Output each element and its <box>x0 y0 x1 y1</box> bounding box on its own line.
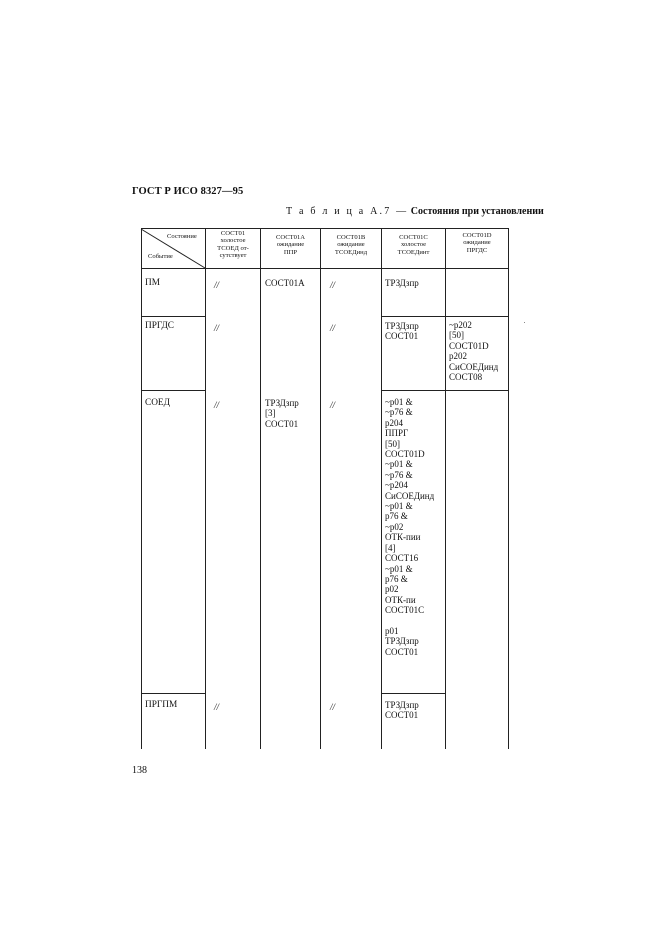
caption-title: Состояния при установлении <box>410 206 544 217</box>
cell-soed-sost01b: // <box>330 400 336 410</box>
cell-prgds-sost01b: // <box>330 323 336 333</box>
cell-prgds-sost01: // <box>214 323 220 333</box>
column-header-sost01c: СОСТ01С холостое ТСОЕДинт <box>397 234 430 256</box>
cell-prgpm-sost01: // <box>214 702 220 712</box>
cell-pm-sost01: // <box>214 280 220 290</box>
caption-prefix: Т а б л и ц а А.7 — <box>286 206 409 217</box>
cell-soed-sost01: // <box>214 400 220 410</box>
row-event-pm: ПМ <box>145 278 160 288</box>
column-header-sost01: СОСТ01 холостое ТСОЕД от- сутствует <box>217 230 249 259</box>
corner-event-label: Событие <box>148 253 173 260</box>
cell-prgpm-sost01c: ТРЗДзпр СОСТ01 <box>385 700 419 721</box>
column-header-sost01d: СОСТ01D ожидание ПРГДС <box>462 232 492 254</box>
corner-state-label: Состояние <box>167 233 197 240</box>
row-event-soed: СОЕД <box>145 398 170 408</box>
cell-prgds-sost01c: ТРЗДзпр СОСТ01 <box>385 321 419 342</box>
cell-pm-sost01b: // <box>330 280 336 290</box>
cell-soed-sost01c: ~р01 & ~р76 & р204 ППРГ [50] СОСТ01D ~р01 & ~р76 & ~р204 СиСОЕДинд ~р01 & р76 & ~р02 ОТК-пии [4] СОСТ16 ~р01 & р76 & р02 ОТК-пи СОСТ01С р01 ТРЗДзпр СОСТ01 <box>385 397 435 657</box>
cell-prgds-sost01d: ~р202 [50] СОСТ01D р202 СиСОЕДинд СОСТ08 <box>449 320 499 383</box>
cell-pm-sost01a: СОСТ01А <box>265 278 305 288</box>
row-event-prgpm: ПРГПМ <box>145 700 178 710</box>
column-header-sost01a: СОСТ01А ожидание ППР <box>275 234 306 256</box>
cell-soed-sost01a: ТРЗДзпр [3] СОСТ01 <box>265 398 299 429</box>
page-number: 138 <box>132 765 147 776</box>
scan-speck <box>524 322 525 323</box>
row-event-prgds: ПРГДС <box>145 321 174 331</box>
cell-prgpm-sost01b: // <box>330 702 336 712</box>
cell-pm-sost01c: ТРЗДзпр <box>385 278 419 288</box>
column-header-sost01b: СОСТ01В ожидание ТСОЕДинд <box>334 234 368 256</box>
document-header: ГОСТ Р ИСО 8327—95 <box>132 186 244 197</box>
